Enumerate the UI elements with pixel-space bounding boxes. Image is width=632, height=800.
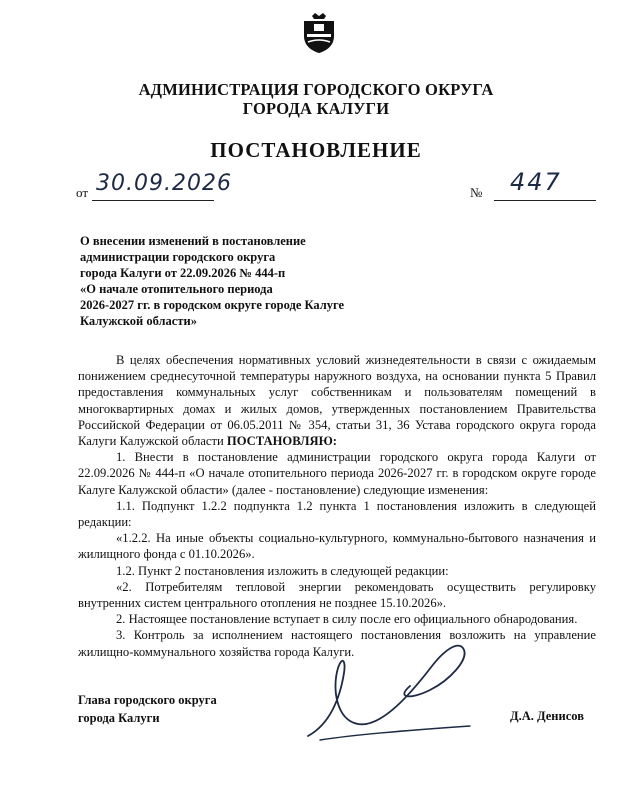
handwritten-number: 447	[510, 168, 562, 196]
subject-line: «О начале отопительного периода	[80, 282, 273, 296]
org-name-line2: ГОРОДА КАЛУГИ	[242, 99, 390, 118]
number-prefix: №	[470, 185, 483, 200]
subject-line: Калужской области»	[80, 314, 197, 328]
paragraph-1-2-quote: «2. Потребителям тепловой энергии рекомендовать осуществить регулировку внутренних систем центрального отопления не позднее 15.10.2026».	[78, 579, 596, 611]
subject-line: О внесении изменений в постановление	[80, 234, 306, 248]
date-underline	[92, 200, 214, 201]
coat-of-arms-icon	[302, 12, 336, 54]
resolution-word: ПОСТАНОВЛЯЮ:	[226, 434, 337, 449]
date-prefix: от	[76, 185, 89, 200]
subject-line: 2026-2027 гг. в городском округе городе Калуге	[80, 298, 345, 312]
intro-text: В целях обеспечения нормативных условий жизнедеятельности в связи с ожидаемым понижением среднесуточной температуры наружного воздуха, на основании пункта 5 Правил предоставления коммунальных услуг собственникам и пользователям помещений в многоквартирных домах и жилых домов, утвержденных постановлением Правительства Российской Федерации от 06.05.2011 № 354, статьи 31, 36 Устава городского округа города Калуги Калужской области	[78, 353, 596, 449]
subject-block	[80, 233, 410, 329]
document-title: ПОСТАНОВЛЕНИЕ	[210, 138, 422, 162]
paragraph-1-1-quote: «1.2.2. На иные объекты социально-культурного, коммунально-бытового назначения и жилищного фонда с 01.10.2026».	[78, 531, 596, 562]
signatory-title-line1: Глава городского округа	[78, 693, 217, 707]
paragraph-3: 3. Контроль за исполнением настоящего постановления возложить на управление жилищно-коммунального хозяйства города Калуги.	[78, 628, 596, 659]
paragraph-1-2: 1.2. Пункт 2 постановления изложить в следующей редакции:	[116, 563, 449, 578]
handwritten-date: 30.09.2026	[96, 171, 232, 196]
signatory-name: Д.А. Денисов	[510, 709, 584, 723]
paragraph-1-1: 1.1. Подпункт 1.2.2 подпункта 1.2 пункта 1 постановления изложить в следующей редакции:	[78, 498, 596, 530]
subject-line: города Калуги от 22.09.2026 № 444-п	[80, 266, 286, 280]
paragraph-2: 2. Настоящее постановление вступает в силу после его официального обнародования.	[116, 612, 578, 627]
org-name-line1: АДМИНИСТРАЦИЯ ГОРОДСКОГО ОКРУГА	[138, 80, 494, 99]
paragraph-1: 1. Внести в постановление администрации городского округа города Калуги от 22.09.2026 № 444-п «О начале отопительного периода 2026-2027 гг. в городском округе городе Калуге Калужской области» (далее - постановление) следующие изменения:	[78, 450, 596, 497]
subject-line: администрации городского округа	[80, 250, 276, 264]
signatory-title	[78, 691, 217, 727]
document-body	[78, 352, 596, 660]
handwritten-signature	[300, 628, 490, 748]
intro-paragraph	[78, 352, 596, 449]
signatory-title-line2: города Калуги	[78, 711, 160, 725]
number-underline	[494, 200, 596, 201]
